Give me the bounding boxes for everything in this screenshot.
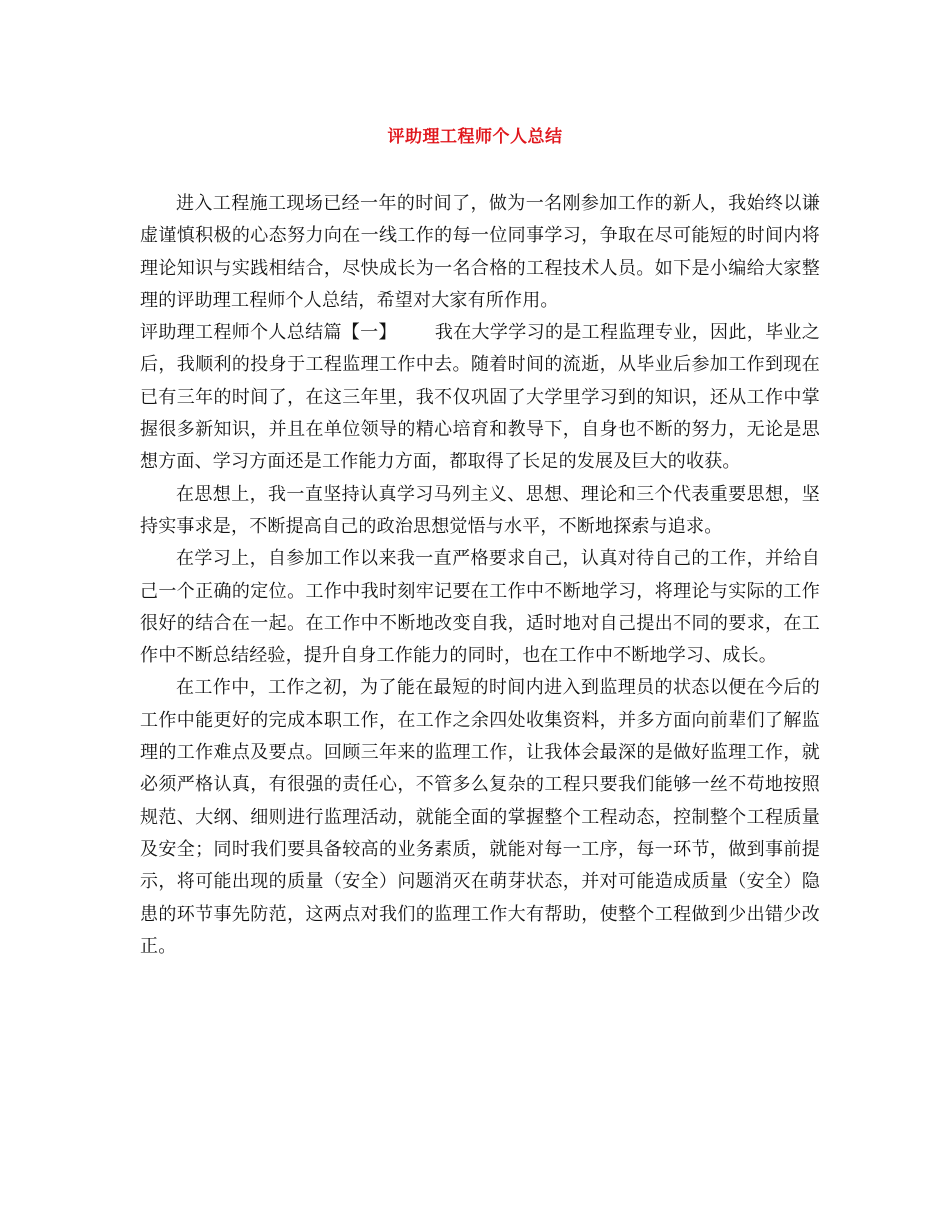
section-one-text: 我在大学学习的是工程监理专业，因此，毕业之后，我顺利的投身于工程监理工作中去。随着时间的流逝，从毕业后参加工作到现在已有三年的时间了，在这三年里，我不仅巩固了大学里学习到的知识，还从工作中掌握很多新知识，并且在单位领导的精心培育和教导下，自身也不断的努力，无论是思想方面、学习方面还是工作能力方面，都取得了长足的发展及巨大的收获。: [140, 322, 820, 473]
document-title: 评助理工程师个人总结: [387, 127, 563, 147]
intro-paragraph: 进入工程施工现场已经一年的时间了，做为一名刚参加工作的新人，我始终以谦虚谨慎积极的心态努力向在一线工作的每一位同事学习，争取在尽可能短的时间内将理论知识与实践相结合，尽快成长为一名合格的工程技术人员。如下是小编给大家整理的评助理工程师个人总结，希望对大家有所作用。: [140, 193, 820, 311]
document-body: [140, 188, 820, 963]
section-one-paragraph: [140, 317, 820, 478]
ideology-paragraph: 在思想上，我一直坚持认真学习马列主义、思想、理论和三个代表重要思想，坚持实事求是，不断提高自己的政治思想觉悟与水平，不断地探索与追求。: [140, 483, 820, 537]
study-paragraph: 在学习上，自参加工作以来我一直严格要求自己，认真对待自己的工作，并给自己一个正确的定位。工作中我时刻牢记要在工作中不断地学习，将理论与实际的工作很好的结合在一起。在工作中不断地改变自我，适时地对自己提出不同的要求，在工作中不断总结经验，提升自身工作能力的同时，也在工作中不断地学习、成长。: [140, 548, 820, 667]
work-paragraph: 在工作中，工作之初，为了能在最短的时间内进入到监理员的状态以便在今后的工作中能更好的完成本职工作，在工作之余四处收集资料，并多方面向前辈们了解监理的工作难点及要点。回顾三年来的监理工作，让我体会最深的是做好监理工作，就必须严格认真，有很强的责任心，不管多么复杂的工程只要我们能够一丝不苟地按照规范、大纲、细则进行监理活动，就能全面的掌握整个工程动态，控制整个工程质量及安全；同时我们要具备较高的业务素质，就能对每一工序，每一环节，做到事前提示，将可能出现的质量（安全）问题消灭在萌芽状态，并对可能造成质量（安全）隐患的环节事先防范，这两点对我们的监理工作大有帮助，使整个工程做到少出错少改正。: [140, 677, 820, 957]
section-heading: 评助理工程师个人总结篇【一】: [140, 322, 397, 344]
